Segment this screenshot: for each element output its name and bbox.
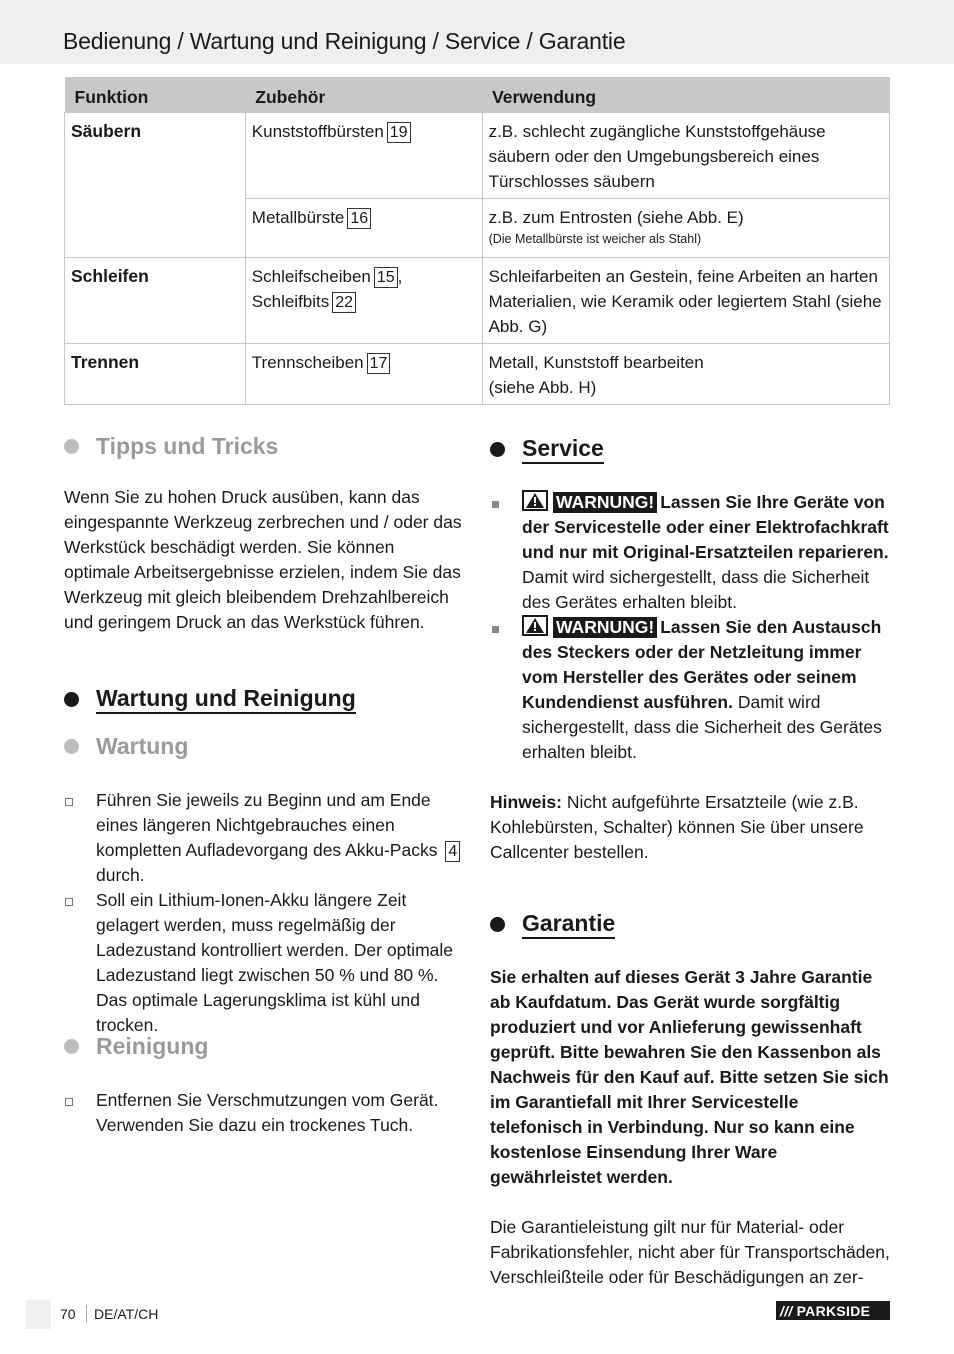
warning-label: WARNUNG!: [553, 617, 657, 638]
square-bullet-icon: [65, 898, 73, 906]
bullet-dot-icon: [490, 917, 505, 932]
square-bullet-icon: [65, 798, 73, 806]
service-heading: Service: [490, 434, 890, 464]
tipps-section: [64, 434, 464, 635]
reinigung-heading: Reinigung: [64, 1034, 464, 1059]
accessory-cell: Trennscheiben 17: [245, 343, 482, 404]
garantie-bold-text: Sie erhalten auf dieses Gerät 3 Jahre Garantie ab Kaufdatum. Das Gerät wurde sorgfältig produziert und vor Anlieferung gewissenhaft geprüft. Bitte bewahren Sie den Kassenbon als Nachweis für den Kauf auf. Bitte setzen Sie sich im Garantiefall mit Ihrer Servicestelle telefonisch in Verbindung. Nur so kann eine kostenlose Einsendung Ihrer Ware gewährleistet werden.: [490, 967, 889, 1187]
part-number: 15: [374, 267, 398, 288]
warning-label: WARNUNG!: [553, 492, 657, 513]
page-header: [0, 0, 954, 64]
bullet-dot-icon: [64, 1039, 79, 1054]
function-cell: Schleifen: [65, 257, 246, 343]
bullet-dot-icon: [490, 442, 505, 457]
bullet-dot-icon: [64, 439, 79, 454]
wartung-reinigung-section: [64, 684, 464, 714]
list-item: WARNUNG! Lassen Sie Ihre Geräte von der Servicestelle oder einer Elektrofachkraft und nur mit Original-Ersatzteilen reparieren. Damit wird sichergestellt, dass die Sicherheit des Gerätes erhalten bleibt.: [490, 490, 890, 615]
accessory-cell: Kunststoffbürsten 19: [245, 112, 482, 198]
table-header-zubehoer: Zubehör: [245, 77, 482, 112]
table-header-verwendung: Verwendung: [482, 77, 889, 112]
part-number: 16: [347, 208, 371, 229]
square-bullet-icon: [492, 626, 499, 633]
wartung-reinigung-heading: Wartung und Reinigung: [64, 684, 464, 714]
brand-logo: /// PARKSIDE: [776, 1301, 890, 1320]
square-bullet-icon: [492, 501, 499, 508]
part-number: 17: [367, 353, 391, 374]
list-item: Entfernen Sie Verschmutzungen vom Gerät. Verwenden Sie dazu ein trockenes Tuch.: [64, 1088, 464, 1138]
table-row: [65, 112, 890, 198]
accessory-cell: Metallbürste 16: [245, 198, 482, 257]
usage-cell: z.B. zum Entrosten (siehe Abb. E) (Die Metallbürste ist weicher als Stahl): [482, 198, 889, 257]
service-section: [490, 434, 890, 865]
footer-marker: [26, 1300, 51, 1329]
warning-triangle-icon: [522, 490, 548, 511]
part-number: 4: [445, 841, 460, 862]
page-title: Bedienung / Wartung und Reinigung / Service / Garantie: [63, 28, 626, 54]
usage-note: (Die Metallbürste ist weicher als Stahl): [488, 231, 702, 246]
warning-triangle-icon: [522, 615, 548, 636]
function-cell: Trennen: [65, 343, 246, 404]
square-bullet-icon: [65, 1098, 73, 1106]
list-item: Soll ein Lithium-Ionen-Akku längere Zeit gelagert werden, muss regelmäßig der Ladezustand kontrolliert werden. Der optimale Ladezustand liegt zwischen 50 % und 80 %. Das optimale Lagerungsklima ist kühl und trocken.: [64, 888, 464, 1038]
usage-cell: Metall, Kunststoff bearbeiten (siehe Abb. H): [482, 343, 889, 404]
accessory-cell: Schleifscheiben 15 , Schleifbits 22: [245, 257, 482, 343]
footer-divider: [86, 1305, 87, 1323]
garantie-text: Die Garantieleistung gilt nur für Material- oder Fabrikationsfehler, nicht aber für Transportschäden, Verschleißteile oder für Beschädigungen an zer-: [490, 1217, 890, 1287]
footer-language: DE/AT/CH: [94, 1306, 159, 1322]
logo-slashes-icon: ///: [780, 1302, 793, 1319]
garantie-section: [490, 909, 890, 1290]
bullet-dot-icon: [64, 739, 79, 754]
table-row: [65, 257, 890, 343]
usage-cell: z.B. schlecht zugängliche Kunststoffgehäuse säubern oder den Umgebungsbereich eines Türschlosses säubern: [482, 112, 889, 198]
part-number: 19: [387, 122, 411, 143]
list-item: Führen Sie jeweils zu Beginn und am Ende eines längeren Nichtgebrauches einen kompletten Aufladevorgang des Akku-Packs 4 durch.: [64, 788, 464, 888]
function-cell: Säubern: [65, 112, 246, 257]
page-number: 70: [60, 1306, 76, 1322]
tipps-heading: Tipps und Tricks: [64, 434, 464, 459]
reinigung-section: [64, 1034, 464, 1138]
table-row: [65, 343, 890, 404]
part-number: 22: [332, 292, 356, 313]
accessory-table: [64, 77, 890, 405]
tipps-text: Wenn Sie zu hohen Druck ausüben, kann das eingespannte Werkzeug zerbrechen und / oder das Werkstück beschädigt werden. Sie können optimale Arbeitsergebnisse erzielen, indem Sie das Werkzeug mit gleich bleibendem Drehzahlbereich und geringem Druck an das Werkstück führen.: [64, 487, 462, 632]
wartung-section: [64, 734, 464, 1038]
table-header-funktion: Funktion: [65, 77, 246, 112]
list-item: WARNUNG! Lassen Sie den Austausch des Steckers oder der Netzleitung immer vom Hersteller des Gerätes oder seinem Kundendienst ausführen. Damit wird sichergestellt, dass die Sicherheit des Gerätes erhalten bleibt.: [490, 615, 890, 765]
usage-cell: Schleifarbeiten an Gestein, feine Arbeiten an harten Materialien, wie Keramik oder legiertem Stahl (siehe Abb. G): [482, 257, 889, 343]
wartung-heading: Wartung: [64, 734, 464, 759]
bullet-dot-icon: [64, 692, 79, 707]
hinweis-text: Hinweis: Nicht aufgeführte Ersatzteile (wie z.B. Kohlebürsten, Schalter) können Sie über unsere Callcenter bestellen.: [490, 792, 864, 862]
garantie-heading: Garantie: [490, 909, 890, 939]
